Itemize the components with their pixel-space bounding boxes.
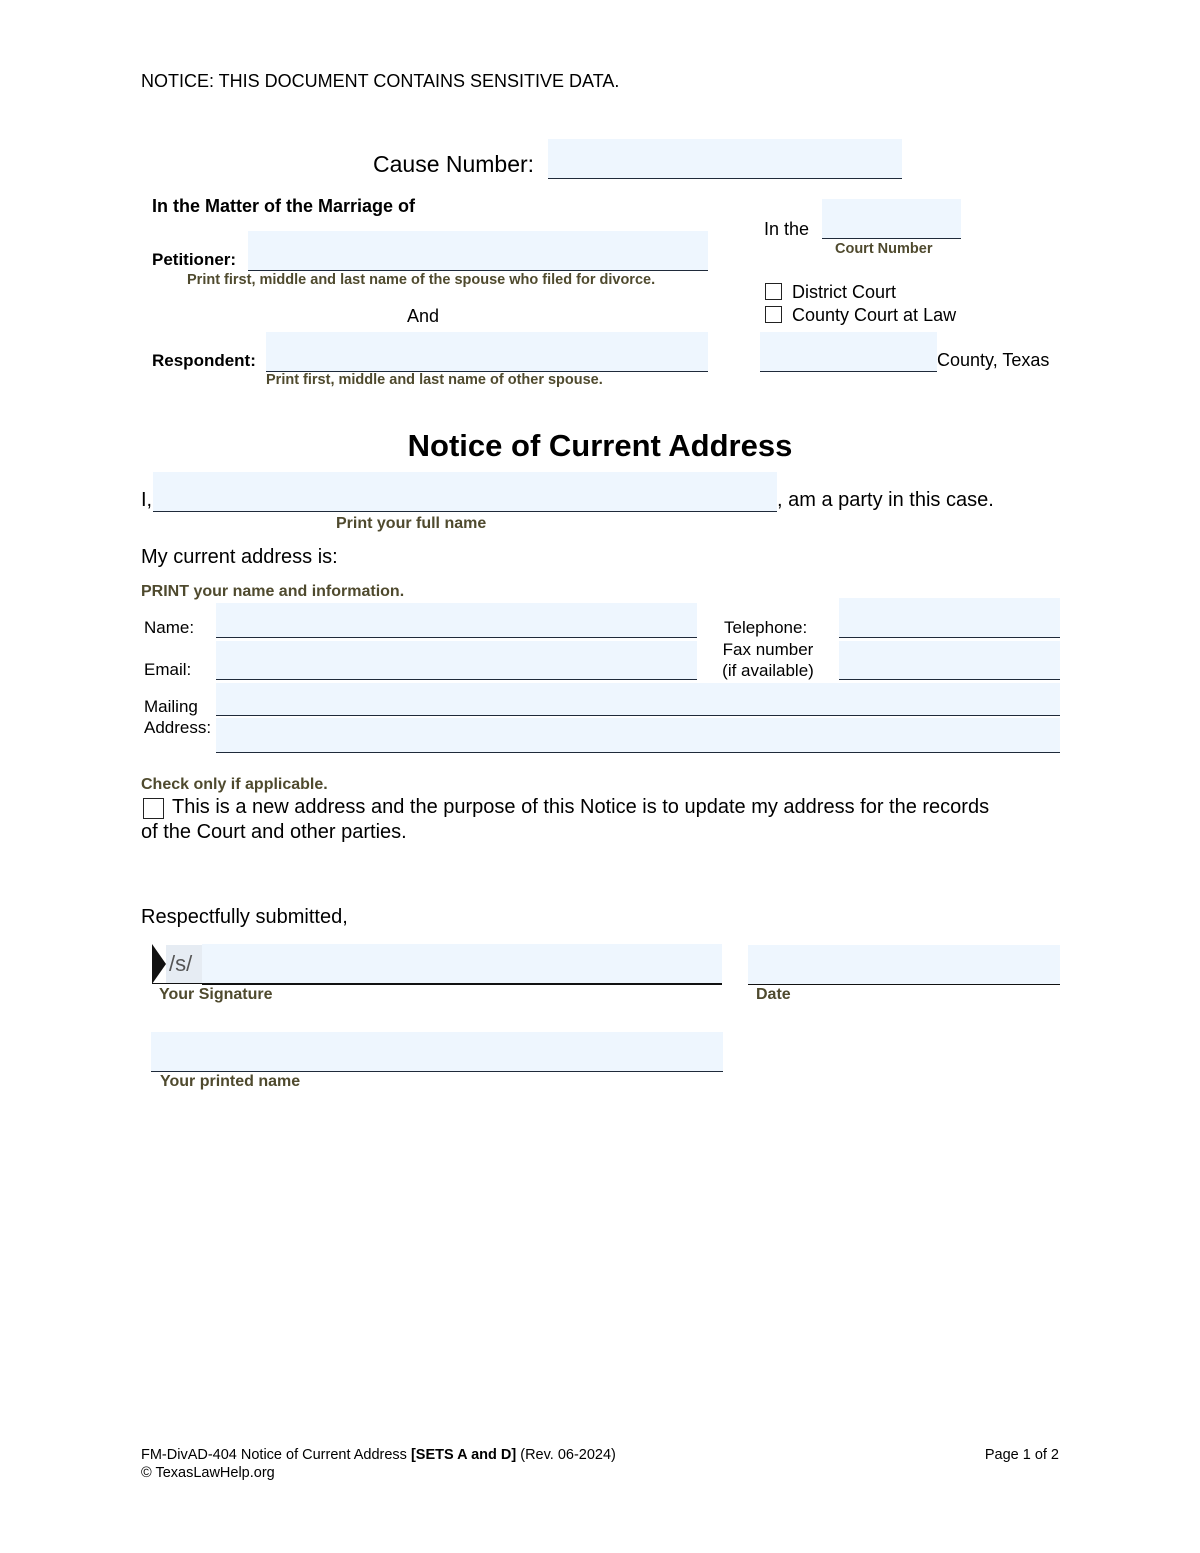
county-texas-label: County, Texas [937,350,1050,370]
petitioner-hint: Print first, middle and last name of the spouse who filed for divorce. [187,272,656,288]
footer-page-number: Page 1 of 2 [984,1447,1059,1463]
fax-label-line-1: Fax number [722,640,814,659]
petitioner-label: Petitioner: [152,250,237,269]
telephone-input[interactable] [839,598,1060,638]
footer-rev: (Rev. 06-2024) [516,1447,616,1463]
footer-form-id [141,1447,616,1463]
county-court-at-law-checkbox[interactable] [765,306,782,323]
telephone-label: Telephone: [724,618,808,637]
petitioner-name-input[interactable] [248,231,708,271]
district-court-label: District Court [792,282,897,302]
check-applicable-hint: Check only if applicable. [141,776,328,793]
matter-title: In the Matter of the Marriage of [152,196,416,216]
mailing-label-line-1: Mailing [144,697,198,716]
fax-input[interactable] [839,641,1060,680]
mailing-address-label [144,697,211,738]
printed-name-input[interactable] [151,1032,723,1072]
signature-prefix: /s/ [166,945,202,983]
mailing-label-line-2: Address: [144,718,212,737]
name-label: Name: [144,618,195,637]
respondent-name-input[interactable] [266,332,708,372]
district-court-checkbox[interactable] [765,283,782,300]
court-number-hint: Court Number [835,241,933,257]
signature-arrow-icon [152,944,166,984]
footer-sets: [SETS A and D] [410,1447,517,1463]
party-full-name-input[interactable] [153,472,777,512]
contact-name-input[interactable] [216,603,697,638]
email-label: Email: [144,660,192,679]
signature-input[interactable] [202,944,722,985]
date-input[interactable] [748,945,1060,985]
signature-line [152,983,722,984]
new-address-text-line-2: of the Court and other parties. [141,821,407,843]
county-court-at-law-label: County Court at Law [792,305,957,325]
sensitive-data-notice: NOTICE: THIS DOCUMENT CONTAINS SENSITIVE DATA. [141,71,620,91]
date-label: Date [756,986,791,1003]
in-the-label: In the [764,219,810,239]
page-title: Notice of Current Address [407,428,793,463]
respondent-hint: Print first, middle and last name of other spouse. [266,372,603,388]
print-info-hint: PRINT your name and information. [141,583,405,600]
county-name-input[interactable] [760,332,937,372]
footer-copyright: © TexasLawHelp.org [141,1465,275,1481]
new-address-text-line-1: This is a new address and the purpose of this Notice is to update my address for the records [172,796,990,818]
party-prefix: I, [141,489,153,511]
fax-label-line-2: (if available) [722,661,814,680]
contact-email-input[interactable] [216,641,697,680]
full-name-hint: Print your full name [336,515,487,532]
mailing-address-line-1-input[interactable] [216,683,1060,716]
signature-label: Your Signature [159,986,273,1003]
respondent-label: Respondent: [152,351,256,370]
court-number-input[interactable] [822,199,961,239]
new-address-checkbox[interactable] [143,798,164,819]
party-suffix: , am a party in this case. [777,489,994,511]
fax-label [720,640,816,681]
address-intro: My current address is: [141,546,338,568]
respectfully-submitted: Respectfully submitted, [141,906,348,928]
footer-form-name: FM-DivAD-404 Notice of Current Address [141,1447,411,1463]
printed-name-label: Your printed name [160,1073,301,1090]
and-label: And [407,306,440,326]
cause-number-label: Cause Number: [373,151,535,177]
mailing-address-line-2-input[interactable] [216,718,1060,753]
cause-number-input[interactable] [548,139,902,179]
